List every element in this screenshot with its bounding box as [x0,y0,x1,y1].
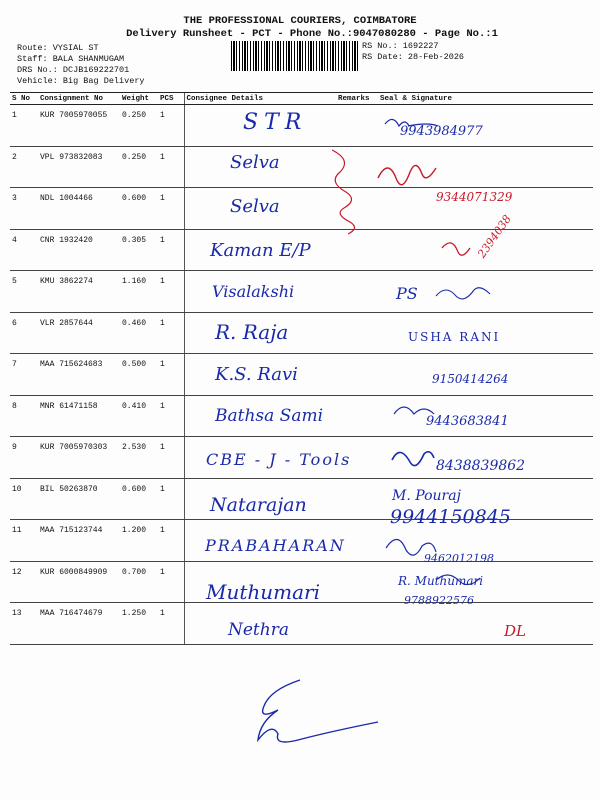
cell-sno: 11 [10,520,38,562]
runsheet-table [10,92,593,645]
cell-sno: 5 [10,271,38,313]
cell-seal-signature [378,603,593,645]
handwritten-consignee: Visalakshi [212,282,295,301]
cell-remarks [336,271,378,313]
handwritten-consignee: Bathsa Sami [215,406,324,426]
col-weight: Weight [120,93,158,105]
cell-consignment-no: KUR 7005970303 [38,437,120,479]
col-remarks: Remarks [336,93,378,105]
rs-block [362,41,464,63]
handwritten-consignee: Kaman E/P [210,240,311,261]
runsheet-subtitle: Delivery Runsheet - PCT - Phone No.:9047080280 - Page No.:1 [126,28,498,40]
cell-remarks [336,229,378,271]
cell-sno: 3 [10,188,38,230]
cell-consignment-no: KUR 6000849909 [38,561,120,603]
barcode [231,41,359,71]
handwritten-signature: DL [504,622,526,640]
handwritten-consignee: CBE - J - Tools [206,450,352,469]
cell-consignment-no: KUR 7005970055 [38,105,120,147]
cell-weight: 0.600 [120,188,158,230]
cell-pcs: 1 [158,395,184,437]
handwritten-phone: 9443683841 [426,414,509,429]
handwritten-consignee: STR [243,110,308,135]
cell-sno: 1 [10,105,38,147]
cell-weight: 2.530 [120,437,158,479]
cell-weight: 0.250 [120,105,158,147]
cell-pcs: 1 [158,520,184,562]
cell-remarks [336,561,378,603]
table-row [10,312,593,354]
drs-line: DRS No.: DCJB169222701 [17,65,130,75]
cell-weight: 1.250 [120,603,158,645]
cell-sno: 9 [10,437,38,479]
handwritten-signature: M. Pouraj [392,488,461,504]
handwritten-phone: 9150414264 [432,372,509,386]
cell-sno: 12 [10,561,38,603]
handwritten-phone: 9788922576 [404,594,474,607]
cell-pcs: 1 [158,478,184,520]
handwritten-consignee: Muthumari [206,580,321,604]
handwritten-phone: 9344071329 [436,190,513,204]
cell-weight: 1.160 [120,271,158,313]
cell-seal-signature [378,146,593,188]
cell-remarks [336,146,378,188]
cell-pcs: 1 [158,603,184,645]
cell-sno: 8 [10,395,38,437]
table-header-row [10,93,593,105]
col-sno: S No [10,93,38,105]
table-row [10,146,593,188]
cell-consignment-no: CNR 1932420 [38,229,120,271]
handwritten-phone: 9462012198 [424,552,494,565]
cell-pcs: 1 [158,105,184,147]
cell-pcs: 1 [158,354,184,396]
col-consignee-details: Consignee Details [184,93,336,105]
cell-weight: 0.250 [120,146,158,188]
cell-pcs: 1 [158,188,184,230]
cell-pcs: 1 [158,312,184,354]
cell-weight: 0.600 [120,478,158,520]
cell-consignment-no: MAA 716474679 [38,603,120,645]
table-row [10,271,593,313]
vehicle-line: Vehicle: Big Bag Delivery [17,76,145,86]
handwritten-signature: R. Muthumari [398,574,484,588]
handwritten-consignee: Selva [230,152,280,173]
cell-weight: 0.410 [120,395,158,437]
cell-consignment-no: BIL 50263870 [38,478,120,520]
cell-consignment-no: MAA 715123744 [38,520,120,562]
cell-weight: 0.700 [120,561,158,603]
col-pcs: PCS [158,93,184,105]
cell-remarks [336,603,378,645]
handwritten-signature: USHA RANI [408,330,501,344]
cell-pcs: 1 [158,271,184,313]
handwritten-phone: 9943984977 [400,124,483,139]
handwritten-phone: 9944150845 [390,506,511,528]
handwritten-consignee: R. Raja [215,320,289,344]
cell-pcs: 1 [158,229,184,271]
company-title: THE PROFESSIONAL COURIERS, COIMBATORE [183,15,417,27]
handwritten-consignee: Nethra [228,620,289,640]
handwritten-consignee: Natarajan [210,494,307,516]
col-seal-signature: Seal & Signature [378,93,593,105]
rs-date-line: RS Date: 28-Feb-2026 [362,52,465,62]
handwritten-consignee: K.S. Ravi [215,364,298,385]
cell-consignment-no: NDL 1004466 [38,188,120,230]
handwritten-consignee: PRABAHARAN [205,536,346,555]
cell-sno: 4 [10,229,38,271]
cell-remarks [336,188,378,230]
cell-remarks [336,105,378,147]
cell-weight: 0.460 [120,312,158,354]
route-line: Route: VYSIAL ST [17,43,99,53]
handwritten-signature: PS [396,284,418,303]
cell-pcs: 1 [158,146,184,188]
cell-sno: 13 [10,603,38,645]
cell-sno: 10 [10,478,38,520]
cell-remarks [336,312,378,354]
cell-remarks [336,478,378,520]
cell-sno: 2 [10,146,38,188]
cell-sno: 7 [10,354,38,396]
cell-remarks [336,354,378,396]
cell-weight: 1.200 [120,520,158,562]
handwritten-phone: 8438839862 [436,458,526,474]
rs-no-line: RS No.: 1692227 [362,41,439,51]
cell-consignment-no: VPL 973832083 [38,146,120,188]
cell-consignment-no: MAA 715624683 [38,354,120,396]
cell-consignment-no: MNR 61471158 [38,395,120,437]
page-signature [258,680,378,742]
route-staff-block [17,43,145,87]
cell-weight: 0.305 [120,229,158,271]
cell-consignment-no: VLR 2857644 [38,312,120,354]
cell-remarks [336,395,378,437]
cell-pcs: 1 [158,561,184,603]
cell-sno: 6 [10,312,38,354]
cell-consignment-no: KMU 3862274 [38,271,120,313]
handwritten-consignee: Selva [230,196,280,217]
col-consignment: Consignment No [38,93,120,105]
cell-weight: 0.500 [120,354,158,396]
staff-line: Staff: BALA SHANMUGAM [17,54,125,64]
handwritten-phone: 2394038 [475,212,514,261]
cell-pcs: 1 [158,437,184,479]
